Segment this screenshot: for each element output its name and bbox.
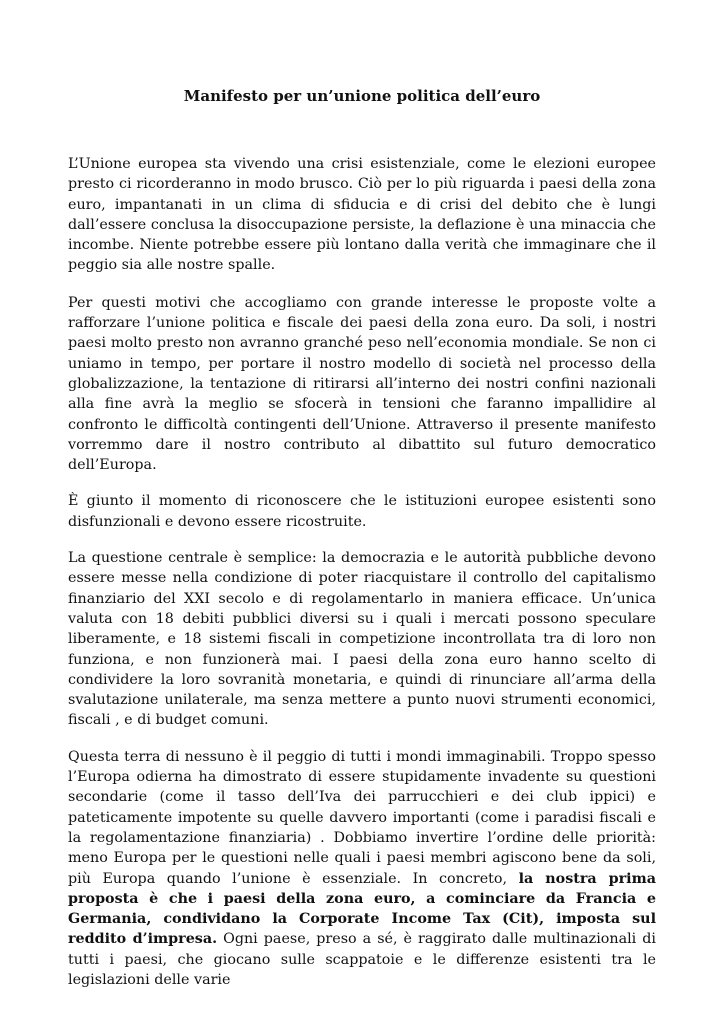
paragraph-5-outro: Ogni paese, preso a sé, è raggirato dalle multinazionali di tutti i paesi, che giocano sulle scappatoie e le differenze esistenti tra le legislazioni delle varie xyxy=(68,931,656,988)
document-body xyxy=(68,154,656,1006)
paragraph-5-bold-proposal: la nostra prima proposta è che i paesi della zona euro, a cominciare da Francia e Germania, condividano la Corporate Income Tax (Cit), imposta sul reddito d’impresa. xyxy=(68,870,656,948)
paragraph-1: L’Unione europea sta vivendo una crisi esistenziale, come le elezioni europee presto ci ricorderanno in modo brusco. Ciò per lo più riguarda i paesi della zona euro, impantanati in un clima di sfiducia e di crisi del debito che è lungi dall’essere conclusa la disoccupazione persiste, la deflazione è una minaccia che incombe. Niente potrebbe essere più lontano dalla verità che immaginare che il peggio sia alle nostre spalle. xyxy=(68,156,656,274)
paragraph-4: La questione centrale è semplice: la democrazia e le autorità pubbliche devono essere messe nella condizione di poter riacquistare il controllo del capitalismo finanziario del XXI secolo e di regolamentarlo in maniera efficace. Un’unica valuta con 18 debiti pubblici diversi su i quali i mercati possono speculare liberamente, e 18 sistemi fiscali in competizione incontrollata tra di loro non funziona, e non funzionerà mai. I paesi della zona euro hanno scelto di condividere la loro sovranità monetaria, e quindi di rinunciare all’arma della svalutazione unilaterale, ma senza mettere a punto nuovi strumenti economici, fiscali , e di budget comuni. xyxy=(68,550,656,729)
paragraph-5 xyxy=(68,747,656,991)
document-title: Manifesto per un’unione politica dell’euro xyxy=(183,87,541,105)
paragraph-2: Per questi motivi che accogliamo con grande interesse le proposte volte a rafforzare l’unione politica e fiscale dei paesi della zona euro. Da soli, i nostri paesi molto presto non avranno granché peso nell’economia mondiale. Se non ci uniamo in tempo, per portare il nostro modello di società nel processo della globalizzazione, la tentazione di ritirarsi all’interno dei nostri confini nazionali alla fine avrà la meglio se sfocerà in tensioni che faranno impallidire al confronto le difficoltà contingenti dell’Unione. Attraverso il presente manifesto vorremmo dare il nostro contributo al dibattito sul futuro democratico dell’Europa. xyxy=(68,294,656,474)
paragraph-3: È giunto il momento di riconoscere che le istituzioni europee esistenti sono disfunzionali e devono essere ricostruite. xyxy=(68,493,656,530)
paragraph-5-intro: Questa terra di nessuno è il peggio di tutti i mondi immaginabili. Troppo spesso l’Europa odierna ha dimostrato di essere stupidamente invadente su questioni secondarie (come il tasso dell’Iva dei parrucchieri e dei club ippici) e pateticamente impotente su quelle davvero importanti (come i paradisi fiscali e la regolamentazione finanziaria) . Dobbiamo invertire l’ordine delle priorità: meno Europa per le questioni nelle quali i paesi membri agiscono bene da soli, più Europa quando l’unione è essenziale. In concreto, xyxy=(68,748,656,887)
